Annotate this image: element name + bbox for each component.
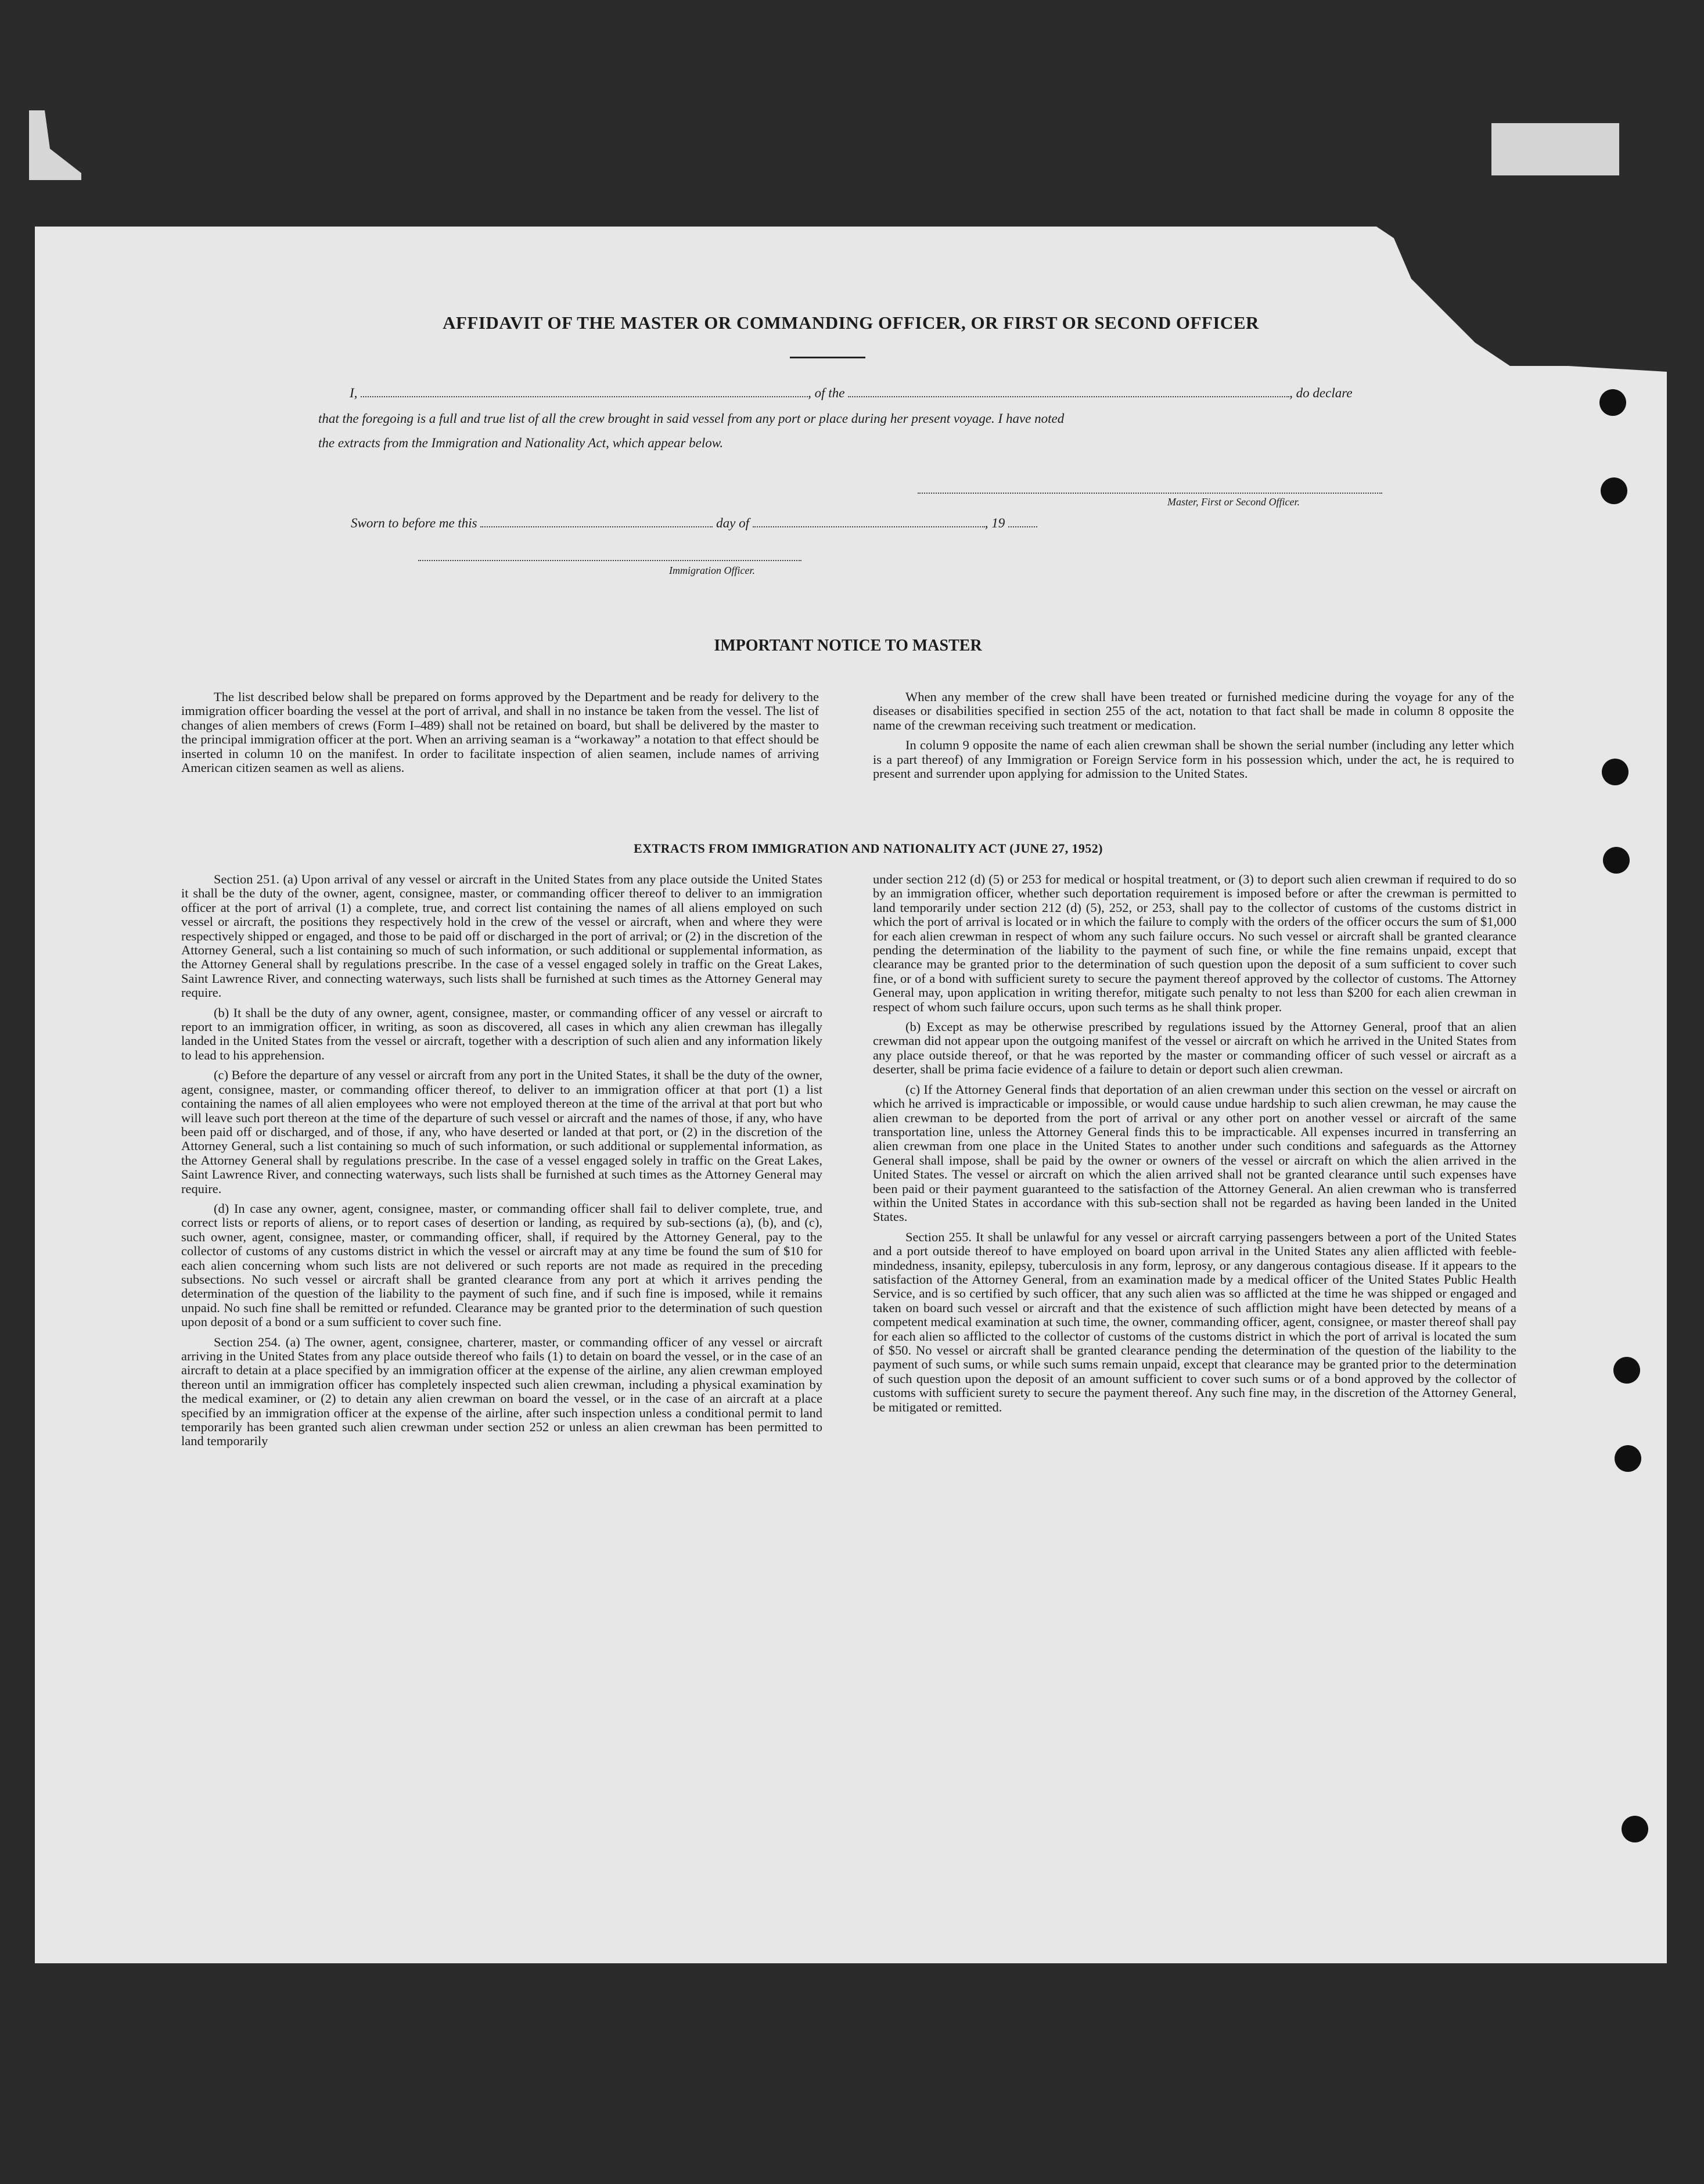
sworn-month-blank[interactable] [753,516,985,527]
extracts-right-column [873,872,1516,1414]
sworn-day-blank[interactable] [480,516,713,527]
extract-paragraph: Section 254. (a) The owner, agent, consignee, charterer, master, or commanding officer of any vessel or aircraft arriving in the United States from any place outside thereof who fails (1) to detain on board the vessel, or in the case of an aircraft to detain at a place specified by an immigration officer at the expense of the airline, any alien crewman employed thereon until an immigration officer has completely inspected such alien crewman, including a physical examination by the medical examiner, or (2) to detain any alien crewman on board the vessel, or in the case of an aircraft at a place specified by an immigration officer at the expense of the airline, after such inspection unless a conditional permit to land temporarily has been granted such alien crewman under section 252 or unless an alien crewman has been permitted to land temporarily [181,1334,822,1449]
declaration-do-declare: , do declare [1289,386,1353,400]
notice-right-column [873,690,1514,781]
declaration-of-the: , of the [808,386,845,400]
extract-paragraph: (c) If the Attorney General finds that deportation of an alien crewman under this section on the vessel or aircraft on which he arrived is impracticable or impossible, or would cause undue hardship to such alien crewman, he may cause the alien crewman to be deported from the port of arrival or any other port on another vessel or aircraft of the same transportation line, unless the Attorney General finds this to be impracticable. All expenses incurred in transferring an alien crewman from one place in the United States to another under such conditions and safeguards as the Attorney General shall impose, shall be paid by the owner or owners of the vessel or aircraft on which the alien arrived in the United States. The vessel or aircraft on which the alien arrived shall not be granted clearance until such expenses have been paid or their payment guaranteed to the satisfaction of the Attorney General. An alien crewman who is transferred within the United States in accordance with this sub-section shall not be regarded as having been landed in the United States. [873,1082,1516,1224]
notice-title: IMPORTANT NOTICE TO MASTER [714,637,982,655]
notice-paragraph: The list described below shall be prepared on forms approved by the Department and be ready for delivery to the immigration officer boarding the vessel at the port of arrival, and shall in no instance be taken from the vessel. The list of changes of alien members of crews (Form I–489) shall not be retained on board, but shall be delivered by the master to the principal immigration officer at the port. When an arriving seaman is a “workaway” a notation to that effect should be inserted in column 10 on the manifest. In order to facilitate inspection of alien seamen, include names of arriving American citizen seamen as well as aliens. [181,689,819,775]
extract-paragraph: (b) Except as may be otherwise prescribed by regulations issued by the Attorney General, proof that an alien crewman did not appear upon the outgoing manifest of the vessel or aircraft on which he arrived in the United States from any place outside thereof, or that he was reported by the master or commanding officer of such vessel or aircraft as a deserter, shall be prima facie evidence of a failure to detain or deport such alien crewman. [873,1019,1516,1077]
extract-paragraph: (c) Before the departure of any vessel or aircraft from any port in the United States, it shall be the duty of the owner, agent, consignee, master, or commanding officer thereof, to deliver to an immigration officer at that port (1) a list containing the names of all alien employees who were not employed thereon at the time of the arrival at that port but who will leave such port thereon at the time of the departure of such vessel or aircraft and the names of those, if any, who have been paid off or discharged, and of those, if any, who have deserted or landed at that port, or (2) in the discretion of the Attorney General, such a list containing so much of such information, or such additional or supplemental information, as the Attorney General shall by regulations prescribe. In the case of a vessel engaged solely in traffic on the Great Lakes, Saint Lawrence River, and connecting waterways, such lists shall be furnished at such times as the Attorney General may require. [181,1068,822,1196]
notice-paragraph: In column 9 opposite the name of each alien crewman shall be shown the serial number (including any letter which is a part thereof) of any Immigration or Foreign Service form in his possession which, under the act, he is required to present and surrender upon applying for admission to the United States. [873,738,1514,781]
extracts-title: EXTRACTS FROM IMMIGRATION AND NATIONALITY ACT (JUNE 27, 1952) [634,841,1103,856]
extract-paragraph: Section 251. (a) Upon arrival of any vessel or aircraft in the United States from any place outside the United States it shall be the duty of the owner, agent, consignee, master, or commanding officer thereof to deliver to an immigration officer at the port of arrival (1) a complete, true, and correct list containing the names of all aliens employed on such vessel or aircraft, the positions they respectively hold in the crew of the vessel or aircraft, when and where they were respectively shipped or engaged, and those to be paid off or discharged in the port of arrival; or (2) in the discretion of the Attorney General, such a list containing so much of such information, or such additional or supplemental information, as the Attorney General shall by regulations prescribe. In the case of a vessel engaged solely in traffic on the Great Lakes, Saint Lawrence River, and connecting waterways, such lists shall be furnished at such times as the Attorney General may require. [181,872,822,1000]
master-signature-line[interactable] [918,491,1382,494]
extract-paragraph: (b) It shall be the duty of any owner, agent, consignee, master, or commanding officer of any vessel or aircraft to report to an immigration officer, in writing, as soon as discovered, all cases in which any alien crewman has illegally landed in the United States from the vessel or aircraft, together with a description of such alien and any information likely to lead to his apprehension. [181,1005,822,1062]
notice-left-column [181,690,819,775]
extract-paragraph: (d) In case any owner, agent, consignee, master, or commanding officer shall fail to deliver complete, true, and correct lists or reports of aliens, or to report cases of desertion or landing, as required by sub-sections (a), (b), and (c), such owner, agent, consignee, master, or commanding officer, shall, if required by the Attorney General, pay to the collector of customs of any customs district in which the vessel or aircraft may at any time be found the sum of $10 for each alien concerning whom such lists are not delivered or such reports are not made as required in the preceding subsections. No such vessel or aircraft shall be granted clearance from any port at which it arrives pending the determination of the question of the liability to the payment of such fine, and if such fine is imposed, while it remains unpaid. No such fine shall be remitted or refunded. Clearance may be granted prior to the determination of such question upon deposit of a bond or a sum sufficient to cover such fine. [181,1201,822,1330]
declaration-i: I, [350,386,358,400]
officer-signature-line[interactable] [418,559,801,561]
vessel-blank[interactable] [848,386,1289,397]
declaration-text-line-3: the extracts from the Immigration and Nationality Act, which appear below. [318,436,724,450]
name-blank[interactable] [361,386,808,397]
sworn-label: Sworn to before me this [351,516,477,530]
year-label: , 19 [984,516,1005,530]
extract-paragraph: Section 255. It shall be unlawful for any vessel or aircraft carrying passengers between a port of the United States and a port outside thereof to have employed on board upon arrival in the United States any alien afflicted with feeble-mindedness, insanity, epilepsy, tuberculosis in any form, leprosy, or any dangerous contagious disease. If it appears to the satisfaction of the Attorney General, from an examination made by a medical officer of the United States Public Health Service, and is so certified by such officer, that any such alien was so afflicted at the time he was shipped or engaged and taken on board such vessel or aircraft and that the existence of such affliction might have been detected by means of a competent medical examination at such time, the owner, commanding officer, agent, consignee, or master thereof shall pay for each alien so afflicted to the collector of customs of the customs district in which the port of arrival is located the sum of $50. No vessel or aircraft shall be granted clearance pending the determination of the question of the liability to the payment of such sums, or while such sums remain unpaid, except that clearance may be granted prior to the determination of such question upon the deposit of an amount sufficient to cover such sums or of a bond approved by the collector of customs with sufficient surety to secure the payment thereof. Any such fine may, in the discretion of the Attorney General, be mitigated or remitted. [873,1229,1516,1414]
day-of-label: day of [716,516,749,530]
title-rule [790,357,865,358]
extract-paragraph: under section 212 (d) (5) or 253 for medical or hospital treatment, or (3) to deport such alien crewman if required to do so by an immigration officer, whether such deportation requirement is imposed before or after the crewman is permitted to land temporarily under section 212 (d) (5), 252, or 253, shall pay to the collector of customs of the customs district in which the port of arrival is located or in which the failure to comply with the orders of the officer occurs the sum of $1,000 for each alien crewman in respect of whom any such failure occurs. No such vessel or aircraft shall be granted clearance pending the determination of the liability to the payment of such fine, or while the fine remains unpaid, except that clearance may be granted prior to the determination of such question upon the deposit of a sum sufficient to cover such fine, or of a bond with sufficient surety to secure the payment thereof approved by the collector of customs. The Attorney General may, upon application in writing therefor, mitigate such penalty to not less than $200 for each alien crewman in respect of whom such failure occurs, upon such terms as he shall think proper. [873,872,1516,1014]
extracts-left-column [181,872,822,1449]
sworn-year-blank[interactable] [1008,516,1037,527]
master-caption: Master, First or Second Officer. [1167,496,1300,508]
declaration-text-line-2: that the foregoing is a full and true list of all the crew brought in said vessel from any port or place during her present voyage. I have noted [318,411,1065,426]
affidavit-title: AFFIDAVIT OF THE MASTER OR COMMANDING OFFICER, OR FIRST OR SECOND OFFICER [443,312,1259,333]
officer-caption: Immigration Officer. [669,565,755,576]
notice-paragraph: When any member of the crew shall have been treated or furnished medicine during the voyage for any of the diseases or disabilities specified in section 255 of the act, notation to that fact shall be made in column 8 opposite the name of the crewman receiving such treatment or medication. [873,689,1514,732]
sworn-line [351,516,1037,531]
declaration-line [350,386,1353,401]
